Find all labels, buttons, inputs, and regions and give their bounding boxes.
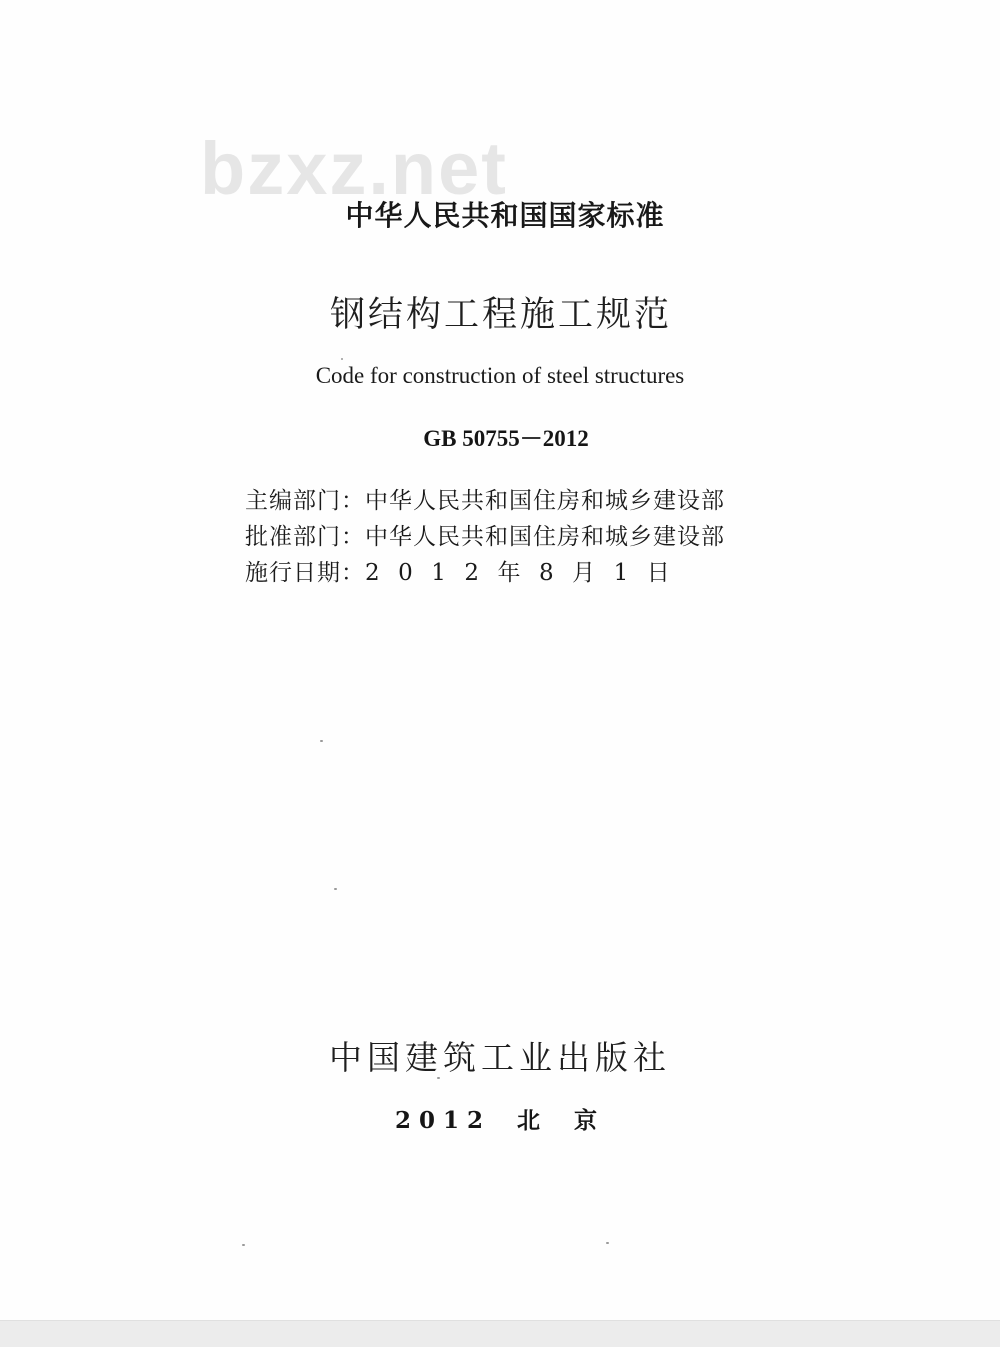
scan-speck	[320, 740, 323, 742]
publication-place-year: 2012 北 京	[394, 1107, 606, 1134]
info-label: 批准部门：	[245, 523, 365, 550]
scan-speck	[334, 888, 337, 890]
info-row-approval	[245, 516, 765, 552]
publisher-name: 中国建筑工业出版社	[329, 1038, 671, 1077]
watermark-logo: bzxz.net	[200, 127, 508, 210]
document-title-chinese: 钢结构工程施工规范	[329, 295, 672, 335]
info-block	[245, 480, 765, 588]
scan-speck	[606, 1242, 609, 1244]
standard-number: GB 50755－2012	[423, 426, 589, 451]
info-value: 中华人民共和国住房和城乡建设部	[365, 487, 725, 514]
info-label: 主编部门：	[245, 487, 365, 514]
info-row-chief-editor	[245, 480, 765, 516]
scan-speck	[341, 358, 343, 360]
info-value: 中华人民共和国住房和城乡建设部	[365, 523, 725, 550]
scan-speck	[242, 1244, 245, 1246]
info-row-effective-date	[245, 552, 765, 588]
info-label: 施行日期：	[245, 559, 365, 586]
info-value: 2012年8月1日	[365, 559, 689, 586]
page-bottom-edge	[0, 1320, 1000, 1347]
standard-type-heading: 中华人民共和国国家标准	[345, 199, 665, 232]
scan-speck	[437, 1077, 440, 1079]
document-title-english: Code for construction of steel structures	[315, 363, 685, 388]
